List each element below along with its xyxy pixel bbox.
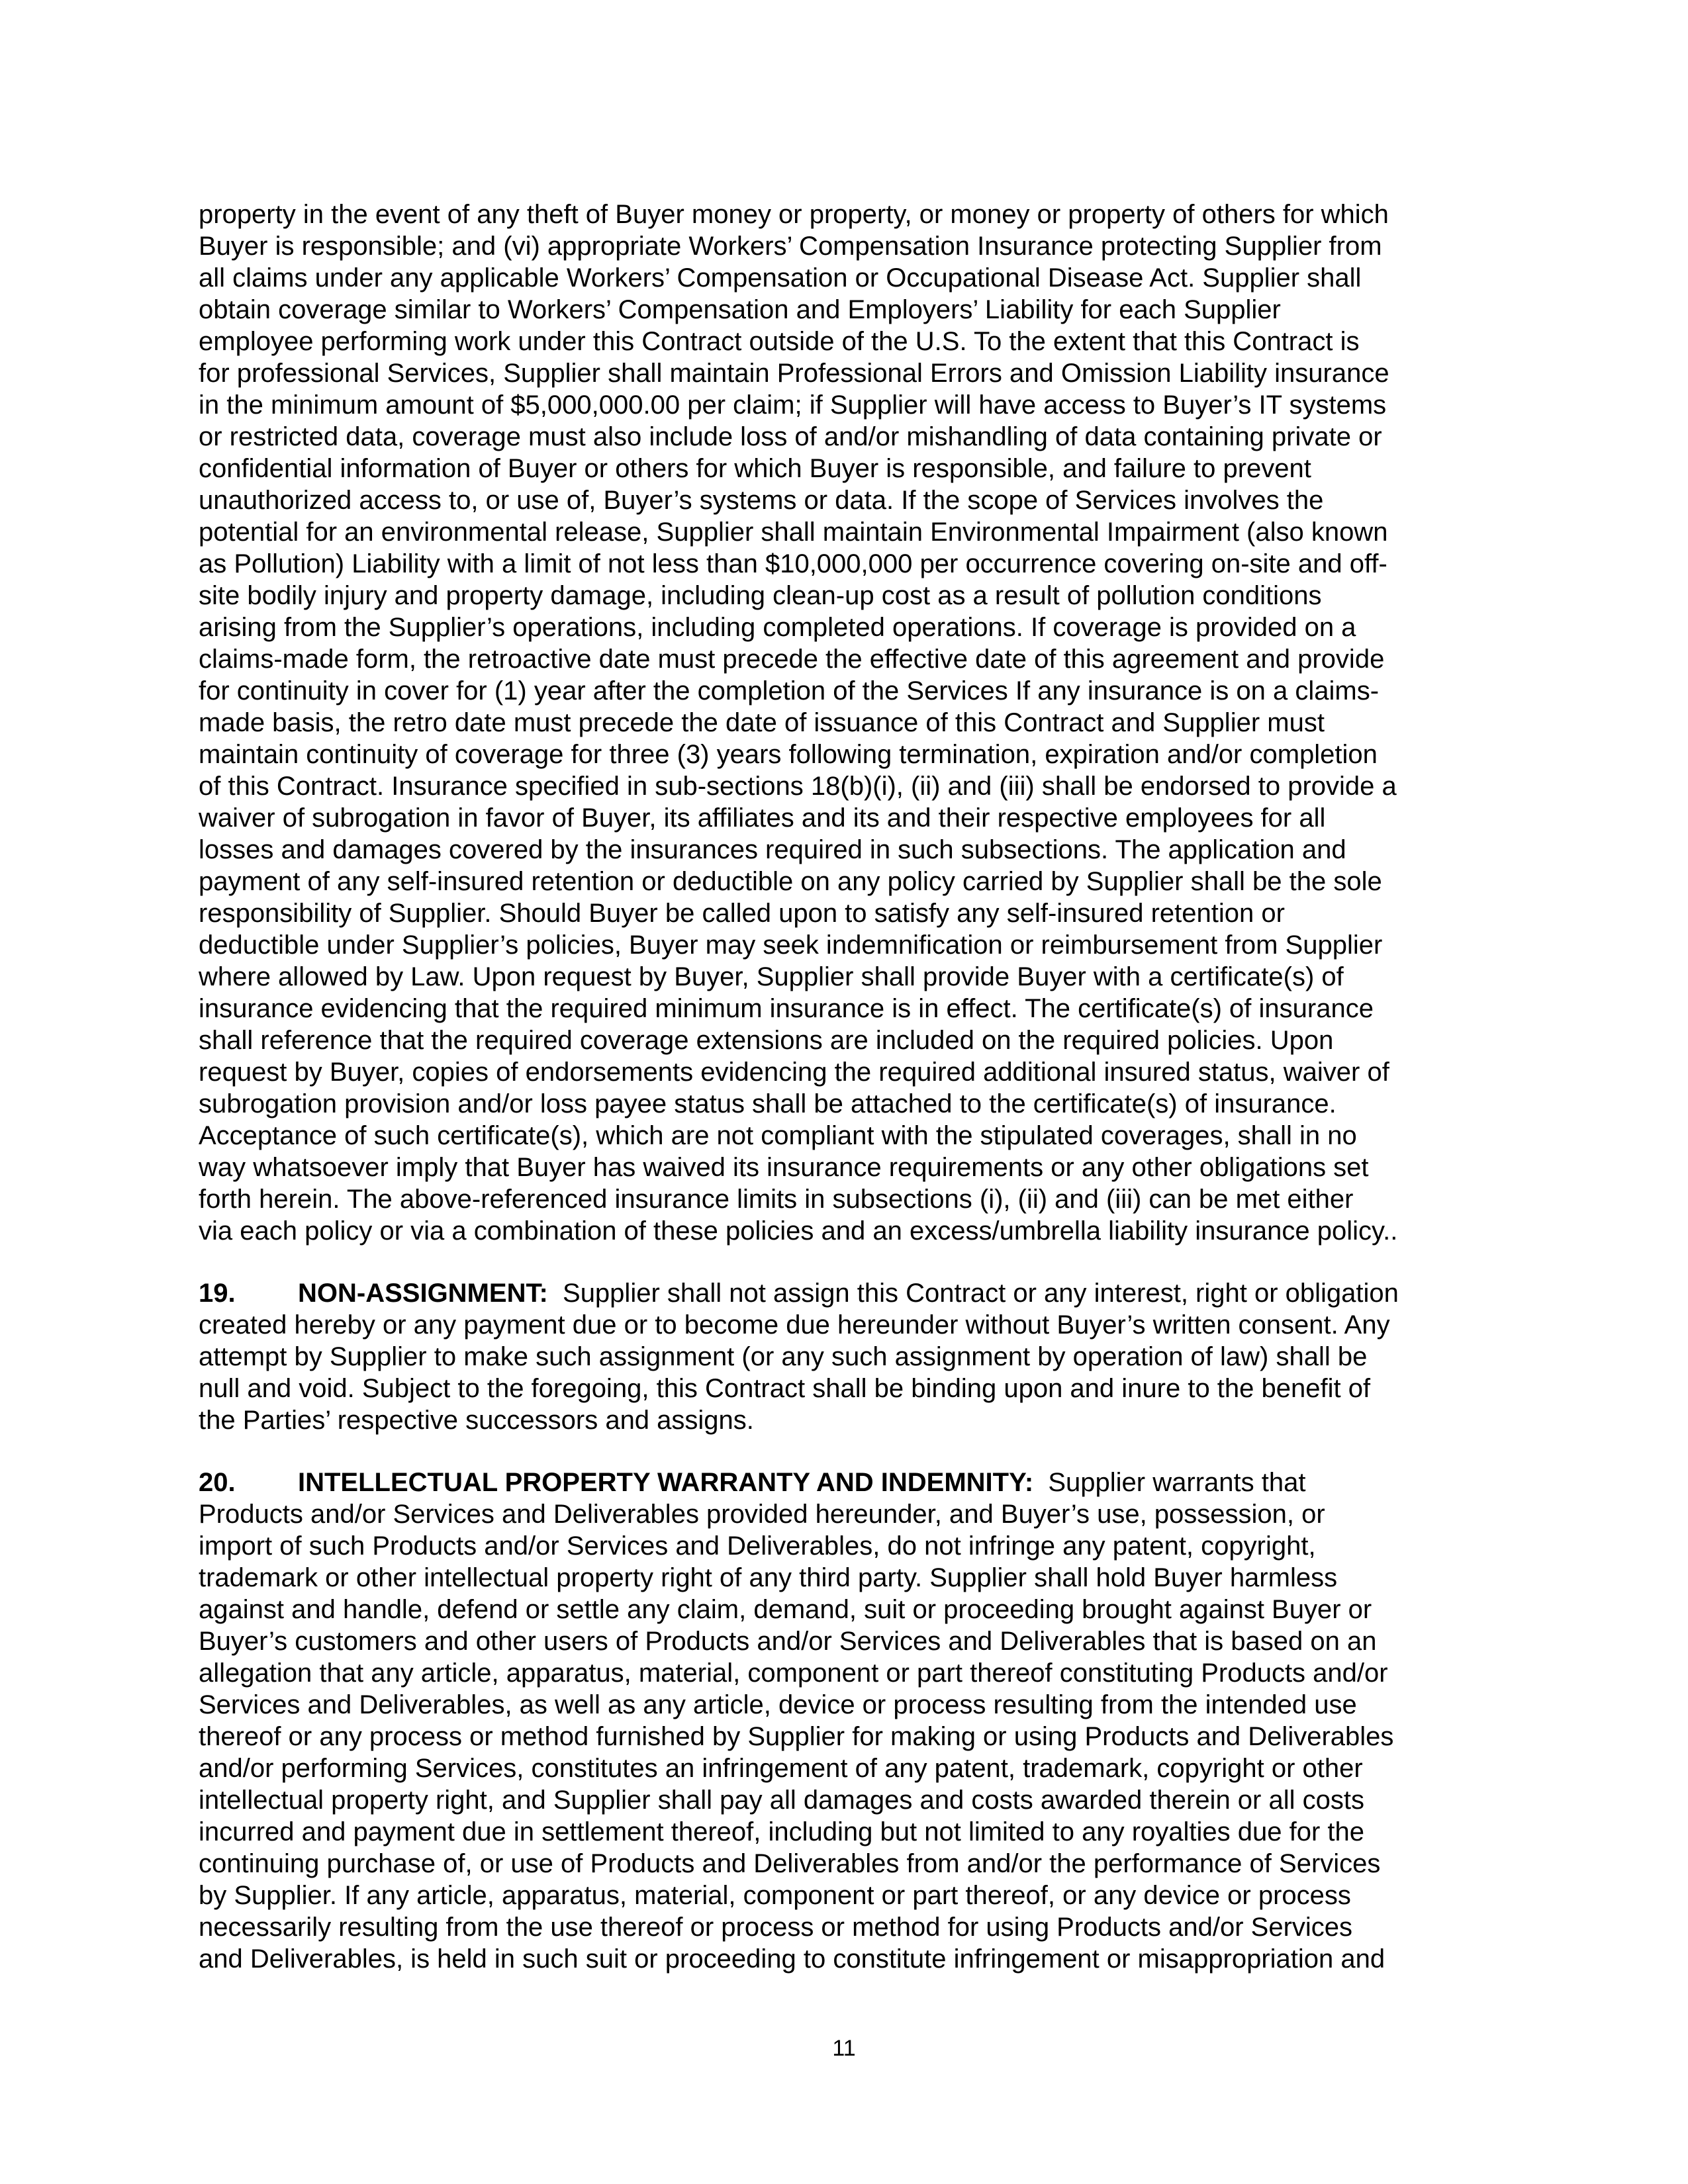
- paragraph-line: made basis, the retro date must precede the date of issuance of this Contract and Supplier must: [199, 708, 1325, 737]
- paragraph-line: responsibility of Supplier. Should Buyer be called upon to satisfy any self-insured retention or: [199, 899, 1285, 928]
- paragraph-line: site bodily injury and property damage, including clean-up cost as a result of pollution conditions: [199, 581, 1322, 610]
- section-20-line: and Deliverables, is held in such suit or proceeding to constitute infringement or misappropriation and: [199, 1944, 1385, 1974]
- section-20-title: INTELLECTUAL PROPERTY WARRANTY AND INDEMNITY:: [298, 1468, 1034, 1497]
- paragraph-line: as Pollution) Liability with a limit of not less than $10,000,000 per occurrence covering on-site and off-: [199, 549, 1387, 578]
- paragraph-line: potential for an environmental release, Supplier shall maintain Environmental Impairment (also known: [199, 518, 1388, 547]
- paragraph-line: unauthorized access to, or use of, Buyer’s systems or data. If the scope of Services involves the: [199, 486, 1324, 515]
- page-number: 11: [832, 2036, 856, 2061]
- section-20-line: Services and Deliverables, as well as any article, device or process resulting from the intended use: [199, 1690, 1357, 1719]
- section-20-line: necessarily resulting from the use thereof or process or method for using Products and/or Services: [199, 1913, 1353, 1942]
- section-20-line: allegation that any article, apparatus, material, component or part thereof constituting Products and/or: [199, 1659, 1388, 1688]
- paragraph-line: subrogation provision and/or loss payee status shall be attached to the certificate(s) of insurance.: [199, 1089, 1336, 1118]
- paragraph-line: waiver of subrogation in favor of Buyer, its affiliates and its and their respective employees for all: [199, 803, 1326, 833]
- paragraph-line: Buyer is responsible; and (vi) appropriate Workers’ Compensation Insurance protecting Supplier from: [199, 232, 1382, 261]
- paragraph-line: for professional Services, Supplier shall maintain Professional Errors and Omission Liability insurance: [199, 359, 1389, 388]
- section-20-ip-warranty: [199, 1467, 1476, 1975]
- section-20-line: intellectual property right, and Supplier shall pay all damages and costs awarded therein or all costs: [199, 1786, 1364, 1815]
- paragraph-line: maintain continuity of coverage for three (3) years following termination, expiration and/or completion: [199, 740, 1378, 769]
- section-20-line: incurred and payment due in settlement thereof, including but not limited to any royalties due for the: [199, 1817, 1365, 1846]
- section-19-first-line: [199, 1277, 1476, 1309]
- paragraph-line: payment of any self-insured retention or deductible on any policy carried by Supplier shall be the sole: [199, 867, 1382, 896]
- paragraph-gap: [199, 1247, 1476, 1277]
- section-20-line: Buyer’s customers and other users of Products and/or Services and Deliverables that is based on an: [199, 1627, 1377, 1656]
- section-19-line: attempt by Supplier to make such assignment (or any such assignment by operation of law) shall be: [199, 1342, 1368, 1371]
- section-19-line: created hereby or any payment due or to become due hereunder without Buyer’s written consent. Any: [199, 1310, 1390, 1340]
- section-20-line: continuing purchase of, or use of Products and Deliverables from and/or the performance of Services: [199, 1849, 1381, 1878]
- paragraph-line: Acceptance of such certificate(s), which are not compliant with the stipulated coverages, shall in no: [199, 1121, 1357, 1150]
- paragraph-line: in the minimum amount of $5,000,000.00 per claim; if Supplier will have access to Buyer’s IT systems: [199, 390, 1387, 420]
- section-19-line: null and void. Subject to the foregoing, this Contract shall be binding upon and inure to the benefit of: [199, 1374, 1371, 1403]
- paragraph-line: forth herein. The above-referenced insurance limits in subsections (i), (ii) and (iii) can be met either: [199, 1185, 1354, 1214]
- paragraph-line: employee performing work under this Contract outside of the U.S. To the extent that this Contract is: [199, 327, 1360, 356]
- section-20-line: and/or performing Services, constitutes an infringement of any patent, trademark, copyright or other: [199, 1754, 1363, 1783]
- document-page: [199, 199, 1476, 1975]
- insurance-paragraph-continued: [199, 199, 1476, 1247]
- paragraph-line: of this Contract. Insurance specified in sub-sections 18(b)(i), (ii) and (iii) shall be endorsed to provide a: [199, 772, 1397, 801]
- paragraph-line: confidential information of Buyer or others for which Buyer is responsible, and failure to prevent: [199, 454, 1311, 483]
- section-20-line: import of such Products and/or Services and Deliverables, do not infringe any patent, copyright,: [199, 1531, 1316, 1561]
- section-19-title: NON-ASSIGNMENT:: [298, 1279, 548, 1308]
- paragraph-line: losses and damages covered by the insurances required in such subsections. The application and: [199, 835, 1346, 864]
- paragraph-line: insurance evidencing that the required minimum insurance is in effect. The certificate(s) of insurance: [199, 994, 1374, 1023]
- section-19-number: 19.: [199, 1279, 236, 1308]
- section-20-line: thereof or any process or method furnished by Supplier for making or using Products and Deliverables: [199, 1722, 1394, 1751]
- paragraph-line: arising from the Supplier’s operations, including completed operations. If coverage is provided on a: [199, 613, 1356, 642]
- paragraph-line: shall reference that the required coverage extensions are included on the required policies. Upon: [199, 1026, 1334, 1055]
- paragraph-line: where allowed by Law. Upon request by Buyer, Supplier shall provide Buyer with a certificate(s) of: [199, 962, 1344, 991]
- section-20-first-line-text: Supplier warrants that: [1033, 1468, 1306, 1497]
- section-20-number: 20.: [199, 1468, 236, 1497]
- section-20-line: trademark or other intellectual property right of any third party. Supplier shall hold Buyer harmless: [199, 1563, 1338, 1592]
- paragraph-gap: [199, 1436, 1476, 1467]
- paragraph-line: for continuity in cover for (1) year after the completion of the Services If any insurance is on a claims-: [199, 676, 1380, 705]
- section-20-line: by Supplier. If any article, apparatus, material, component or part thereof, or any device or process: [199, 1881, 1351, 1910]
- paragraph-line: request by Buyer, copies of endorsements evidencing the required additional insured status, waiver of: [199, 1058, 1389, 1087]
- paragraph-line: way whatsoever imply that Buyer has waived its insurance requirements or any other obligations set: [199, 1153, 1369, 1182]
- paragraph-line: all claims under any applicable Workers’ Compensation or Occupational Disease Act. Supplier shall: [199, 263, 1362, 293]
- paragraph-line: via each policy or via a combination of these policies and an excess/umbrella liability insurance policy..: [199, 1216, 1398, 1246]
- paragraph-line: claims-made form, the retroactive date must precede the effective date of this agreement and provide: [199, 645, 1385, 674]
- section-19-line: the Parties’ respective successors and assigns.: [199, 1406, 754, 1435]
- section-20-first-line: [199, 1467, 1476, 1498]
- section-19-non-assignment: [199, 1277, 1476, 1436]
- section-19-first-line-text: Supplier shall not assign this Contract or any interest, right or obligation: [547, 1279, 1399, 1308]
- paragraph-line: obtain coverage similar to Workers’ Compensation and Employers’ Liability for each Supplier: [199, 295, 1281, 324]
- paragraph-line: property in the event of any theft of Buyer money or property, or money or property of others for which: [199, 200, 1389, 229]
- paragraph-line: deductible under Supplier’s policies, Buyer may seek indemnification or reimbursement from Supplier: [199, 931, 1383, 960]
- section-20-line: Products and/or Services and Deliverables provided hereunder, and Buyer’s use, possession, or: [199, 1500, 1325, 1529]
- paragraph-line: or restricted data, coverage must also include loss of and/or mishandling of data containing private or: [199, 422, 1382, 451]
- section-20-line: against and handle, defend or settle any claim, demand, suit or proceeding brought against Buyer or: [199, 1595, 1372, 1624]
